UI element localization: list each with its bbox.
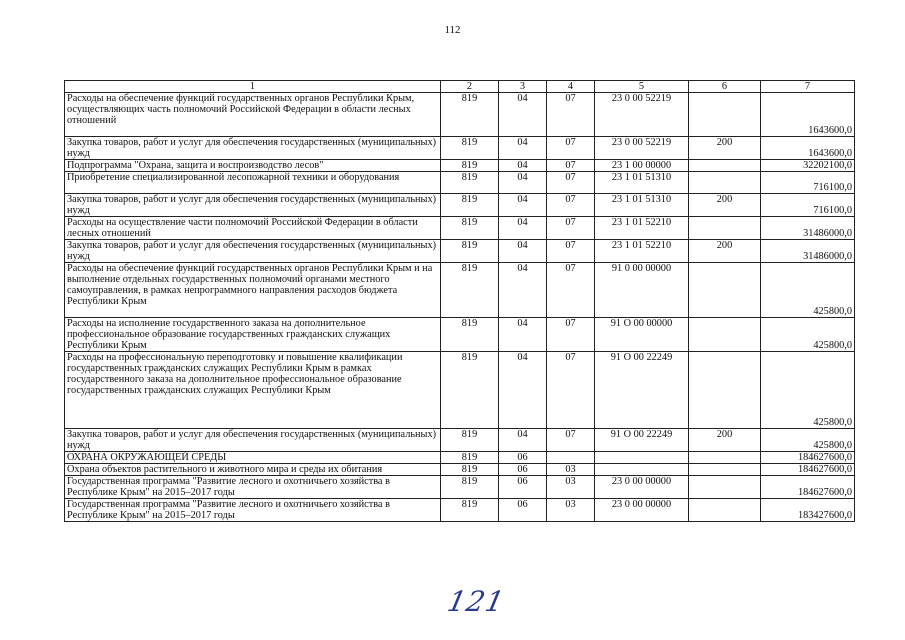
row-expense-type: 200: [689, 194, 761, 217]
row-amount: 31486000,0: [761, 240, 855, 263]
row-target-code: 23 0 00 00000: [595, 476, 689, 499]
row-description: Закупка товаров, работ и услуг для обеспечения государственных (муниципальных) нужд: [65, 137, 441, 160]
row-section-code: 04: [499, 217, 547, 240]
row-expense-type: 200: [689, 137, 761, 160]
row-target-code: 23 1 00 00000: [595, 160, 689, 172]
row-target-code: 91 О 00 22249: [595, 352, 689, 429]
row-amount: 183427600,0: [761, 499, 855, 522]
row-target-code: 23 0 00 00000: [595, 499, 689, 522]
row-description: Закупка товаров, работ и услуг для обеспечения государственных (муниципальных) нужд: [65, 429, 441, 452]
row-subsection-code: 07: [547, 318, 595, 352]
row-subsection-code: 07: [547, 352, 595, 429]
row-section-code: 04: [499, 429, 547, 452]
page-number: 112: [444, 24, 461, 36]
column-header: 4: [547, 81, 595, 93]
table-row: [65, 172, 855, 194]
row-subsection-code: 03: [547, 464, 595, 476]
row-description: ОХРАНА ОКРУЖАЮЩЕЙ СРЕДЫ: [65, 452, 441, 464]
table-row: [65, 194, 855, 217]
row-expense-type: [689, 172, 761, 194]
row-section-code: 04: [499, 318, 547, 352]
table-row: [65, 137, 855, 160]
row-expense-type: [689, 263, 761, 318]
row-subsection-code: 07: [547, 93, 595, 137]
table-row: [65, 352, 855, 429]
row-amount: 184627600,0: [761, 464, 855, 476]
row-section-code: 04: [499, 137, 547, 160]
row-subsection-code: 07: [547, 137, 595, 160]
table-row: [65, 217, 855, 240]
row-amount: 1643600,0: [761, 93, 855, 137]
row-description: Охрана объектов растительного и животного мира и среды их обитания: [65, 464, 441, 476]
row-subsection-code: 07: [547, 240, 595, 263]
column-header: 2: [441, 81, 499, 93]
row-expense-type: [689, 452, 761, 464]
column-header: 1: [65, 81, 441, 93]
row-expense-type: [689, 217, 761, 240]
table-row: [65, 499, 855, 522]
row-admin-code: 819: [441, 160, 499, 172]
row-section-code: 04: [499, 352, 547, 429]
row-amount: 184627600,0: [761, 452, 855, 464]
row-target-code: 23 1 01 52210: [595, 217, 689, 240]
row-subsection-code: 03: [547, 476, 595, 499]
table-row: [65, 476, 855, 499]
row-description: Подпрограмма "Охрана, защита и воспроизводство лесов": [65, 160, 441, 172]
row-admin-code: 819: [441, 318, 499, 352]
row-admin-code: 819: [441, 240, 499, 263]
row-section-code: 04: [499, 172, 547, 194]
row-amount: 425800,0: [761, 352, 855, 429]
row-admin-code: 819: [441, 137, 499, 160]
row-admin-code: 819: [441, 263, 499, 318]
table-row: [65, 452, 855, 464]
row-description: Закупка товаров, работ и услуг для обеспечения государственных (муниципальных) нужд: [65, 240, 441, 263]
row-description: Расходы на обеспечение функций государственных органов Республики Крым, осуществляющих часть полномочий Российской Федерации в области лесных отношений: [65, 93, 441, 137]
row-section-code: 06: [499, 452, 547, 464]
row-section-code: 06: [499, 499, 547, 522]
row-description: Расходы на осуществление части полномочий Российской Федерации в области лесных отношений: [65, 217, 441, 240]
row-section-code: 04: [499, 160, 547, 172]
column-header: 3: [499, 81, 547, 93]
row-admin-code: 819: [441, 464, 499, 476]
row-amount: 32202100,0: [761, 160, 855, 172]
row-admin-code: 819: [441, 429, 499, 452]
row-description: Государственная программа "Развитие лесного и охотничьего хозяйства в Республике Крым" на 2015–2017 годы: [65, 476, 441, 499]
table-header-row: [65, 81, 855, 93]
row-amount: 425800,0: [761, 263, 855, 318]
row-subsection-code: 07: [547, 160, 595, 172]
column-header: 6: [689, 81, 761, 93]
row-section-code: 04: [499, 263, 547, 318]
row-subsection-code: 07: [547, 429, 595, 452]
row-target-code: 91 О 00 00000: [595, 318, 689, 352]
row-section-code: 04: [499, 240, 547, 263]
handwritten-page-number: 121: [444, 585, 508, 618]
row-expense-type: [689, 160, 761, 172]
table-row: [65, 240, 855, 263]
row-subsection-code: 03: [547, 499, 595, 522]
row-target-code: 23 1 01 52210: [595, 240, 689, 263]
table-row: [65, 263, 855, 318]
row-target-code: 91 О 00 22249: [595, 429, 689, 452]
budget-table: [64, 80, 855, 522]
row-admin-code: 819: [441, 352, 499, 429]
row-admin-code: 819: [441, 93, 499, 137]
row-target-code: 23 1 01 51310: [595, 172, 689, 194]
row-amount: 425800,0: [761, 318, 855, 352]
table-row: [65, 93, 855, 137]
row-subsection-code: 07: [547, 217, 595, 240]
row-description: Расходы на профессиональную переподготовку и повышение квалификации государственных гражданских служащих Республики Крым в рамках государственного заказа на дополнительное профессиональное образование государственных гражданских служащих Республики Крым: [65, 352, 441, 429]
row-expense-type: [689, 499, 761, 522]
row-description: Расходы на обеспечение функций государственных органов Республики Крым и на выполнение отдельных государственных полномочий органами местного самоуправления, в рамках непрограммного направления расходов бюджета Республики Крым: [65, 263, 441, 318]
row-target-code: [595, 464, 689, 476]
row-admin-code: 819: [441, 499, 499, 522]
row-subsection-code: 07: [547, 263, 595, 318]
row-expense-type: 200: [689, 240, 761, 263]
row-section-code: 04: [499, 93, 547, 137]
row-amount: 716100,0: [761, 194, 855, 217]
table-row: [65, 464, 855, 476]
row-subsection-code: 07: [547, 194, 595, 217]
row-expense-type: [689, 93, 761, 137]
column-header: 7: [761, 81, 855, 93]
row-amount: 31486000,0: [761, 217, 855, 240]
row-expense-type: [689, 352, 761, 429]
row-description: Приобретение специализированной лесопожарной техники и оборудования: [65, 172, 441, 194]
row-admin-code: 819: [441, 194, 499, 217]
row-expense-type: [689, 476, 761, 499]
row-expense-type: 200: [689, 429, 761, 452]
row-expense-type: [689, 464, 761, 476]
row-description: Расходы на исполнение государственного заказа на дополнительное профессиональное образование государственных гражданских служащих Республики Крым: [65, 318, 441, 352]
row-target-code: 23 1 01 51310: [595, 194, 689, 217]
row-section-code: 06: [499, 476, 547, 499]
table-row: [65, 160, 855, 172]
table-row: [65, 429, 855, 452]
row-subsection-code: 07: [547, 172, 595, 194]
row-amount: 716100,0: [761, 172, 855, 194]
table-row: [65, 318, 855, 352]
row-description: Закупка товаров, работ и услуг для обеспечения государственных (муниципальных) нужд: [65, 194, 441, 217]
row-admin-code: 819: [441, 476, 499, 499]
row-amount: 1643600,0: [761, 137, 855, 160]
row-section-code: 04: [499, 194, 547, 217]
row-subsection-code: [547, 452, 595, 464]
row-admin-code: 819: [441, 172, 499, 194]
row-admin-code: 819: [441, 452, 499, 464]
row-target-code: 23 0 00 52219: [595, 93, 689, 137]
row-admin-code: 819: [441, 217, 499, 240]
row-target-code: 23 0 00 52219: [595, 137, 689, 160]
row-amount: 425800,0: [761, 429, 855, 452]
row-expense-type: [689, 318, 761, 352]
row-section-code: 06: [499, 464, 547, 476]
row-amount: 184627600,0: [761, 476, 855, 499]
row-description: Государственная программа "Развитие лесного и охотничьего хозяйства в Республике Крым" на 2015–2017 годы: [65, 499, 441, 522]
row-target-code: [595, 452, 689, 464]
row-target-code: 91 0 00 00000: [595, 263, 689, 318]
column-header: 5: [595, 81, 689, 93]
